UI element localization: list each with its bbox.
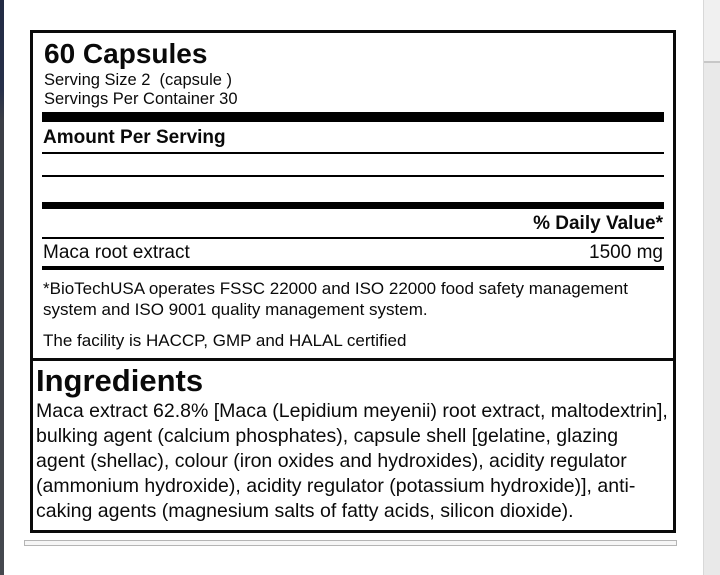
right-panel-edge (703, 0, 720, 575)
nutrient-name: Maca root extract (43, 242, 190, 263)
thick-rule (42, 266, 664, 270)
right-panel-edge-top (704, 0, 720, 63)
ingredients-text: Maca extract 62.8% [Maca (Lepidium meyenii) root extract, maltodextrin], bulking agent (calcium phosphates), capsule shell [gelatine, glazing agent (shellac), colour (iron oxides and hydroxides), acidity regulator (ammonium hydroxide), acidity regulator (potassium hydroxide)], anti-caking agents (magnesium salts of fatty acids, silicon dioxide). (36, 400, 668, 522)
supplement-label (30, 30, 676, 533)
nutrient-amount: 1500 mg (589, 242, 663, 263)
servings-per-container-line: Servings Per Container 30 (44, 89, 238, 108)
amount-per-serving-header: Amount Per Serving (42, 122, 664, 154)
next-section-edge (24, 540, 677, 546)
serving-size-line: Serving Size 2 (capsule ) (44, 71, 233, 89)
capsule-count-title: 60 Capsules (44, 38, 208, 69)
ingredients-heading: Ingredients (36, 363, 204, 398)
empty-nutrient-row (42, 154, 664, 177)
left-window-edge (0, 0, 4, 575)
thick-divider-bar (42, 112, 664, 122)
supplement-facts-box (30, 30, 676, 361)
thick-divider-bar (42, 202, 664, 209)
empty-nutrient-row (42, 177, 664, 202)
ingredients-box (30, 358, 676, 533)
nutrient-row (42, 239, 664, 266)
certification-footnote: *BioTechUSA operates FSSC 22000 and ISO 22000 food safety management system and ISO 9001 quality management system. (43, 279, 628, 319)
facility-footnote: The facility is HACCP, GMP and HALAL certified (43, 331, 407, 350)
daily-value-header: % Daily Value* (42, 209, 664, 239)
